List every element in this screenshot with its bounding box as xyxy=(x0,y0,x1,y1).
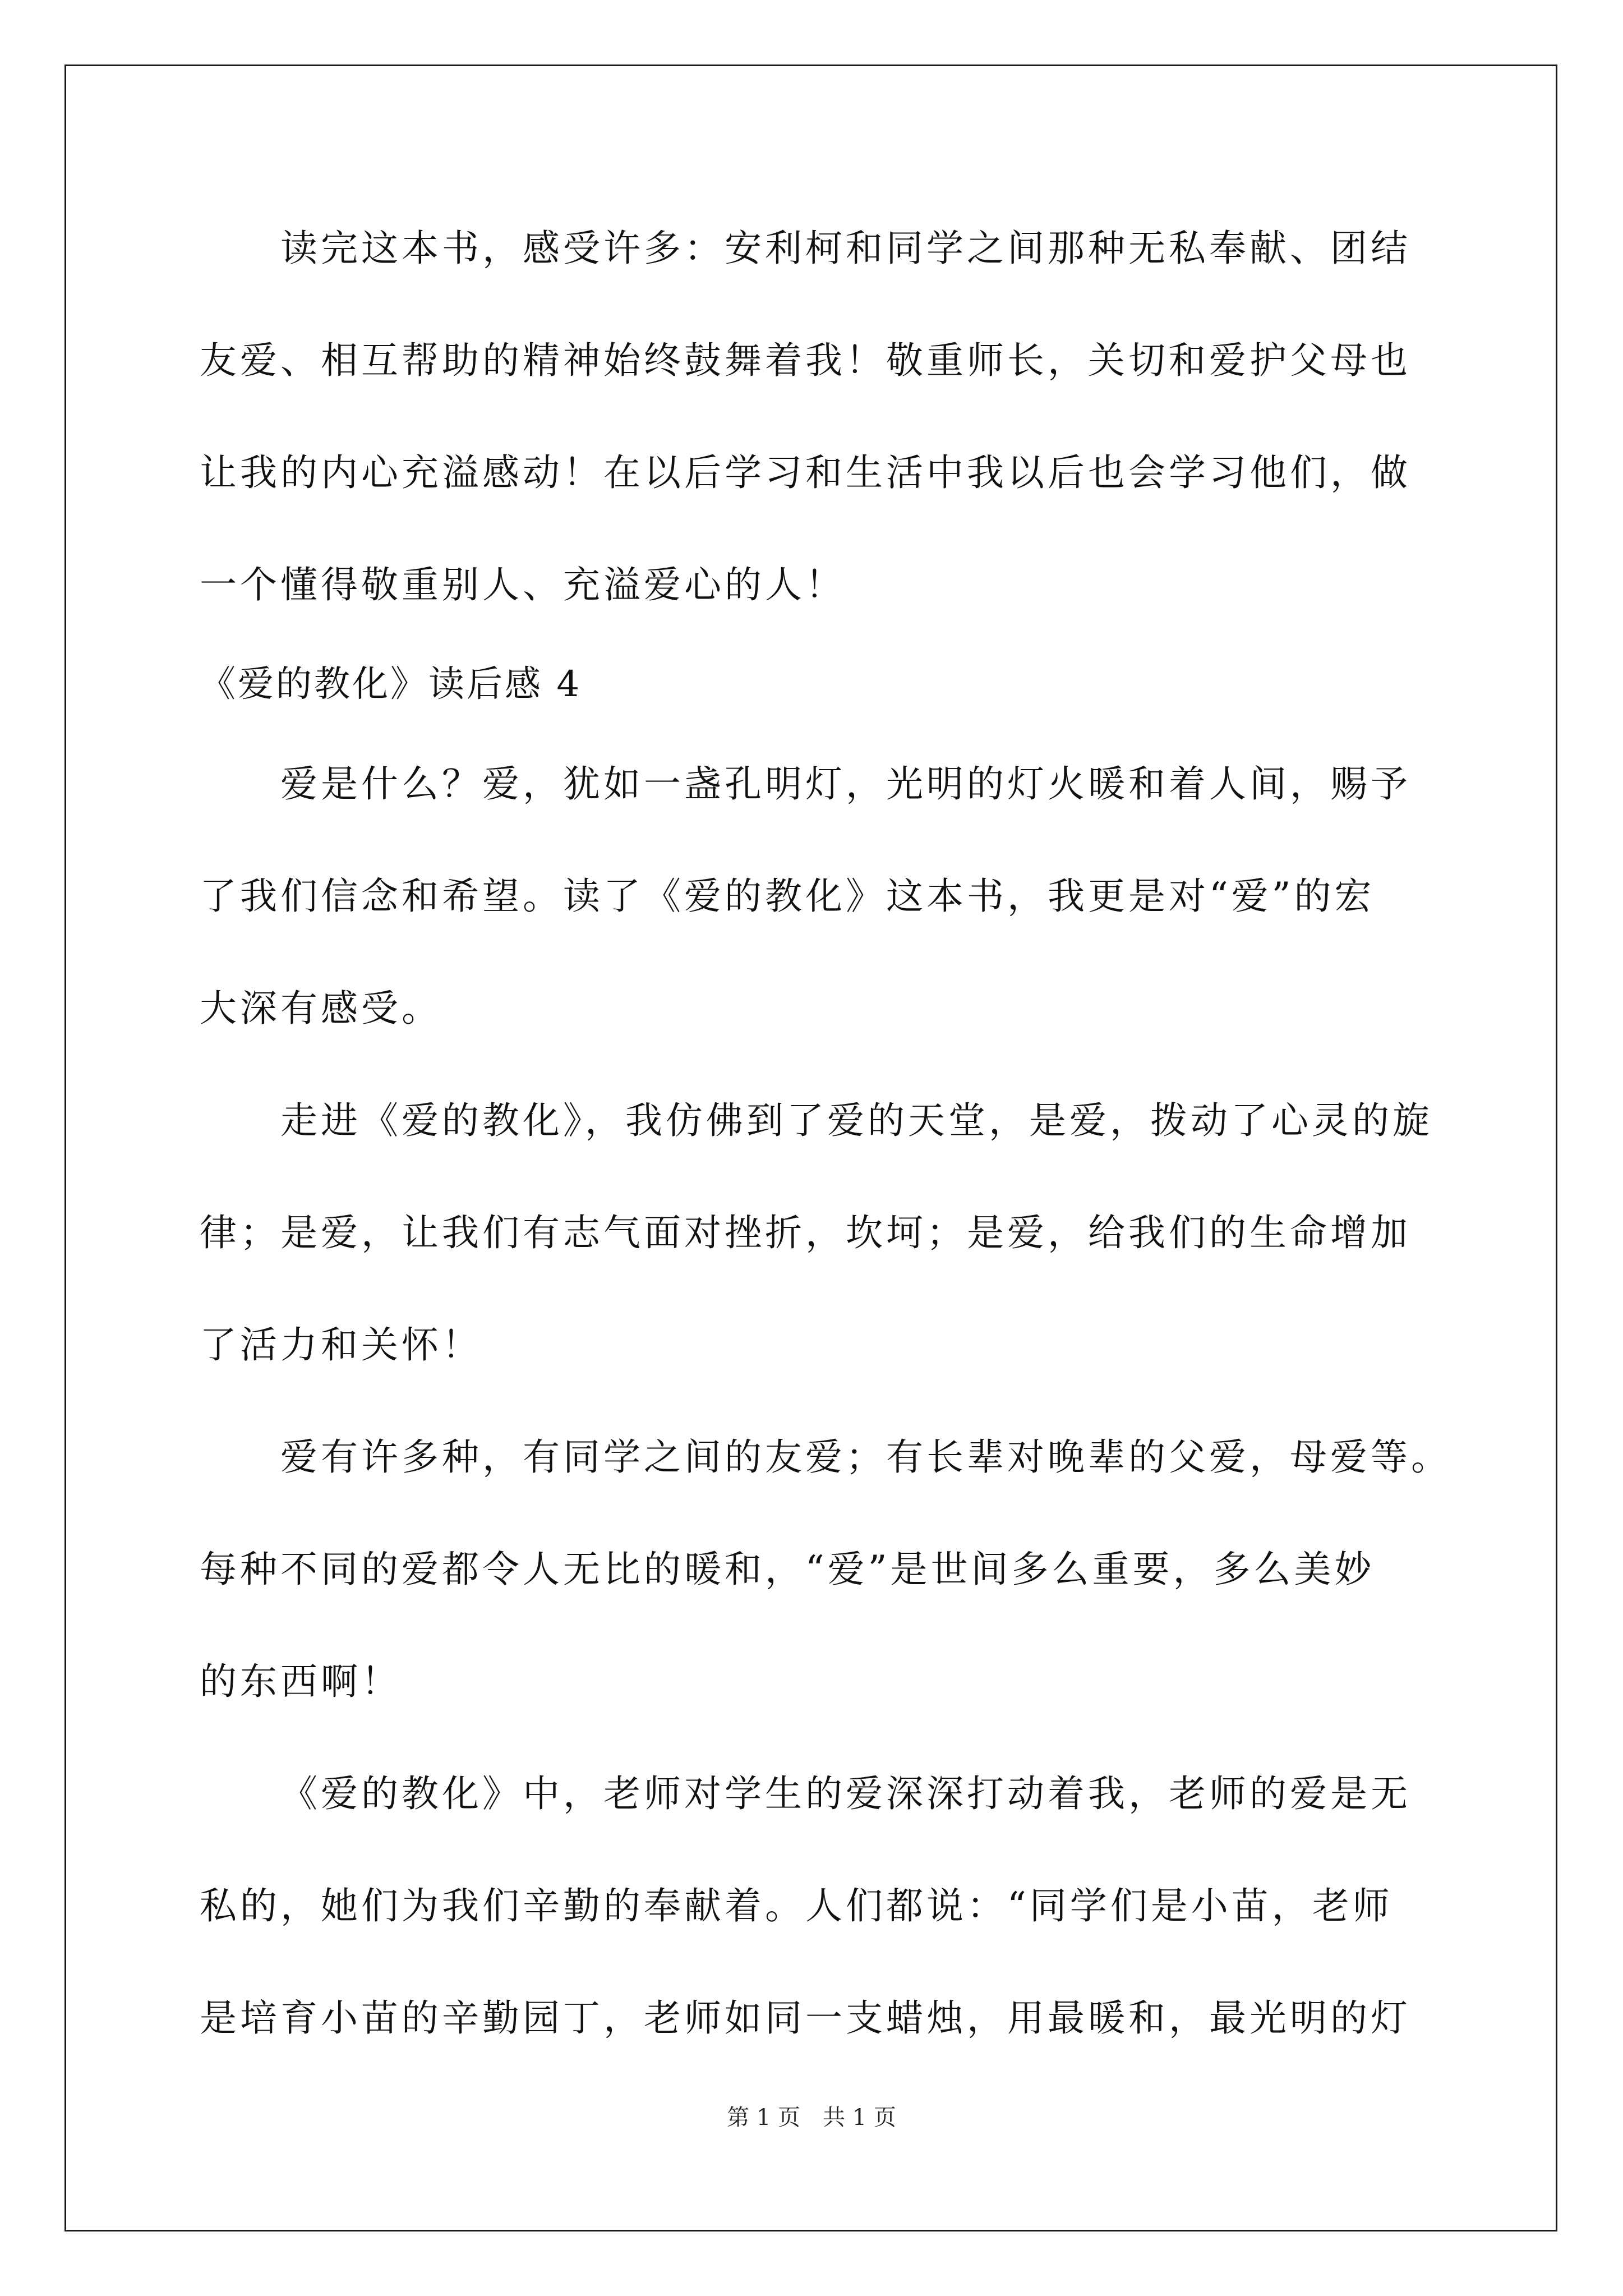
paragraph-line: 的东西啊！ xyxy=(200,1660,402,1703)
paragraph-line: 一个懂得敬重别人、充溢爱心的人！ xyxy=(200,563,846,606)
paragraph-line: 《爱的教化》中，老师对学生的爱深深打动着我，老师的爱是无 xyxy=(280,1772,1411,1815)
paragraph-line: 私的，她们为我们辛勤的奉献着。人们都说：“同学们是小苗，老师 xyxy=(200,1884,1393,1927)
page-number-footer: 第 1 页 共 1 页 xyxy=(727,2105,896,2131)
paragraph-line: 读完这本书，感受许多：安利柯和同学之间那种无私奉献、团结 xyxy=(280,227,1411,270)
paragraph-line: 律；是爱，让我们有志气面对挫折，坎坷；是爱，给我们的生命增加 xyxy=(200,1211,1411,1254)
paragraph-line: 了我们信念和希望。读了《爱的教化》这本书，我更是对“爱”的宏 xyxy=(200,875,1375,918)
paragraph-line: 爱有许多种，有同学之间的友爱；有长辈对晚辈的父爱，母爱等。 xyxy=(280,1435,1451,1479)
paragraph-line: 让我的内心充溢感动！在以后学习和生活中我以后也会学习他们，做 xyxy=(200,451,1411,494)
paragraph-line: 走进《爱的教化》，我仿佛到了爱的天堂，是爱，拨动了心灵的旋 xyxy=(280,1099,1433,1142)
section-heading: 《爱的教化》读后感 4 xyxy=(200,664,582,705)
paragraph-line: 每种不同的爱都令人无比的暖和，“爱”是世间多么重要，多么美妙 xyxy=(200,1548,1375,1591)
paragraph-line: 了活力和关怀！ xyxy=(200,1323,482,1366)
paragraph-line: 是培育小苗的辛勤园丁，老师如同一支蜡烛，用最暖和，最光明的灯 xyxy=(200,1996,1411,2040)
paragraph-line: 大深有感受。 xyxy=(200,987,442,1030)
paragraph-line: 友爱、相互帮助的精神始终鼓舞着我！敬重师长，关切和爱护父母也 xyxy=(200,339,1411,382)
paragraph-line: 爱是什么？爱，犹如一盏孔明灯，光明的灯火暖和着人间，赐予 xyxy=(280,762,1411,806)
